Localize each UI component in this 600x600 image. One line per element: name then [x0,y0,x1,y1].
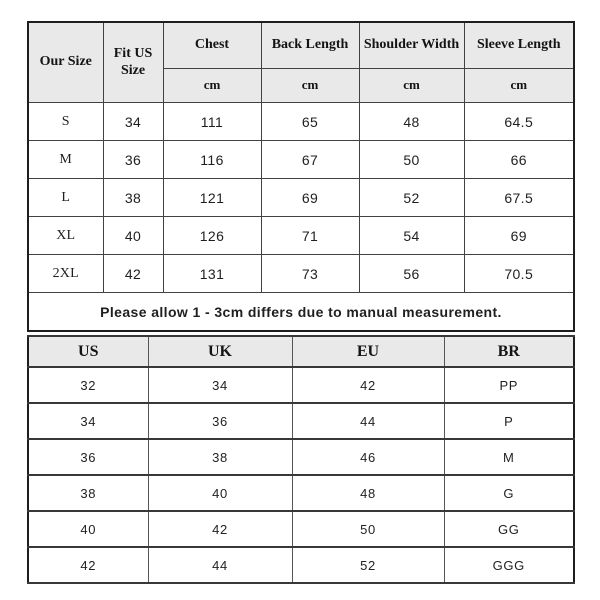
cell-sleeve-length: 69 [464,217,574,255]
table-row [28,547,574,583]
unit-cell-chest: cm [163,69,261,103]
cell-shoulder-width: 48 [359,103,464,141]
cell-uk: 38 [148,439,292,475]
col-header-uk: UK [148,336,292,367]
cell-eu: 46 [292,439,444,475]
col-header-sleeve-length: Sleeve Length [464,22,574,69]
cell-shoulder-width: 50 [359,141,464,179]
cell-fit-us: 36 [103,141,163,179]
cell-uk: 40 [148,475,292,511]
cell-us: 36 [28,439,148,475]
note-row [28,293,574,332]
cell-us: 38 [28,475,148,511]
cell-uk: 34 [148,367,292,403]
cell-sleeve-length: 70.5 [464,255,574,293]
cell-back-length: 65 [261,103,359,141]
cell-our-size: 2XL [28,255,103,293]
unit-cell-shoulder-width: cm [359,69,464,103]
cell-our-size: L [28,179,103,217]
size-measurements-table [27,21,575,332]
cell-back-length: 73 [261,255,359,293]
col-header-br: BR [444,336,574,367]
table-row [28,217,574,255]
cell-chest: 131 [163,255,261,293]
table-row [28,439,574,475]
table-row [28,255,574,293]
col-header-chest: Chest [163,22,261,69]
cell-our-size: S [28,103,103,141]
table-row [28,403,574,439]
size-table-header-row [28,22,574,69]
cell-br: GGG [444,547,574,583]
cell-eu: 48 [292,475,444,511]
cell-us: 34 [28,403,148,439]
cell-shoulder-width: 54 [359,217,464,255]
cell-br: M [444,439,574,475]
cell-chest: 126 [163,217,261,255]
cell-us: 42 [28,547,148,583]
cell-br: G [444,475,574,511]
table-row [28,475,574,511]
cell-eu: 50 [292,511,444,547]
cell-eu: 44 [292,403,444,439]
col-header-our-size: Our Size [28,22,103,103]
cell-shoulder-width: 52 [359,179,464,217]
cell-uk: 44 [148,547,292,583]
col-header-shoulder-width: Shoulder Width [359,22,464,69]
cell-chest: 121 [163,179,261,217]
table-row [28,367,574,403]
cell-uk: 36 [148,403,292,439]
size-conversion-table [27,335,575,584]
col-header-eu: EU [292,336,444,367]
cell-sleeve-length: 67.5 [464,179,574,217]
col-header-us: US [28,336,148,367]
cell-us: 32 [28,367,148,403]
cell-back-length: 67 [261,141,359,179]
table-row [28,141,574,179]
col-header-back-length: Back Length [261,22,359,69]
cell-uk: 42 [148,511,292,547]
cell-back-length: 69 [261,179,359,217]
table-row [28,179,574,217]
cell-our-size: M [28,141,103,179]
cell-us: 40 [28,511,148,547]
cell-fit-us: 38 [103,179,163,217]
cell-eu: 42 [292,367,444,403]
cell-shoulder-width: 56 [359,255,464,293]
cell-fit-us: 34 [103,103,163,141]
cell-br: P [444,403,574,439]
unit-cell-sleeve-length: cm [464,69,574,103]
cell-br: GG [444,511,574,547]
table-row [28,511,574,547]
cell-br: PP [444,367,574,403]
cell-sleeve-length: 66 [464,141,574,179]
cell-fit-us: 42 [103,255,163,293]
table-row [28,103,574,141]
cell-chest: 111 [163,103,261,141]
cell-chest: 116 [163,141,261,179]
measurement-note: Please allow 1 - 3cm differs due to manual measurement. [28,293,574,332]
cell-sleeve-length: 64.5 [464,103,574,141]
cell-fit-us: 40 [103,217,163,255]
conversion-header-row [28,336,574,367]
cell-our-size: XL [28,217,103,255]
unit-cell-back-length: cm [261,69,359,103]
cell-eu: 52 [292,547,444,583]
col-header-fit-us-size: Fit US Size [103,22,163,103]
cell-back-length: 71 [261,217,359,255]
